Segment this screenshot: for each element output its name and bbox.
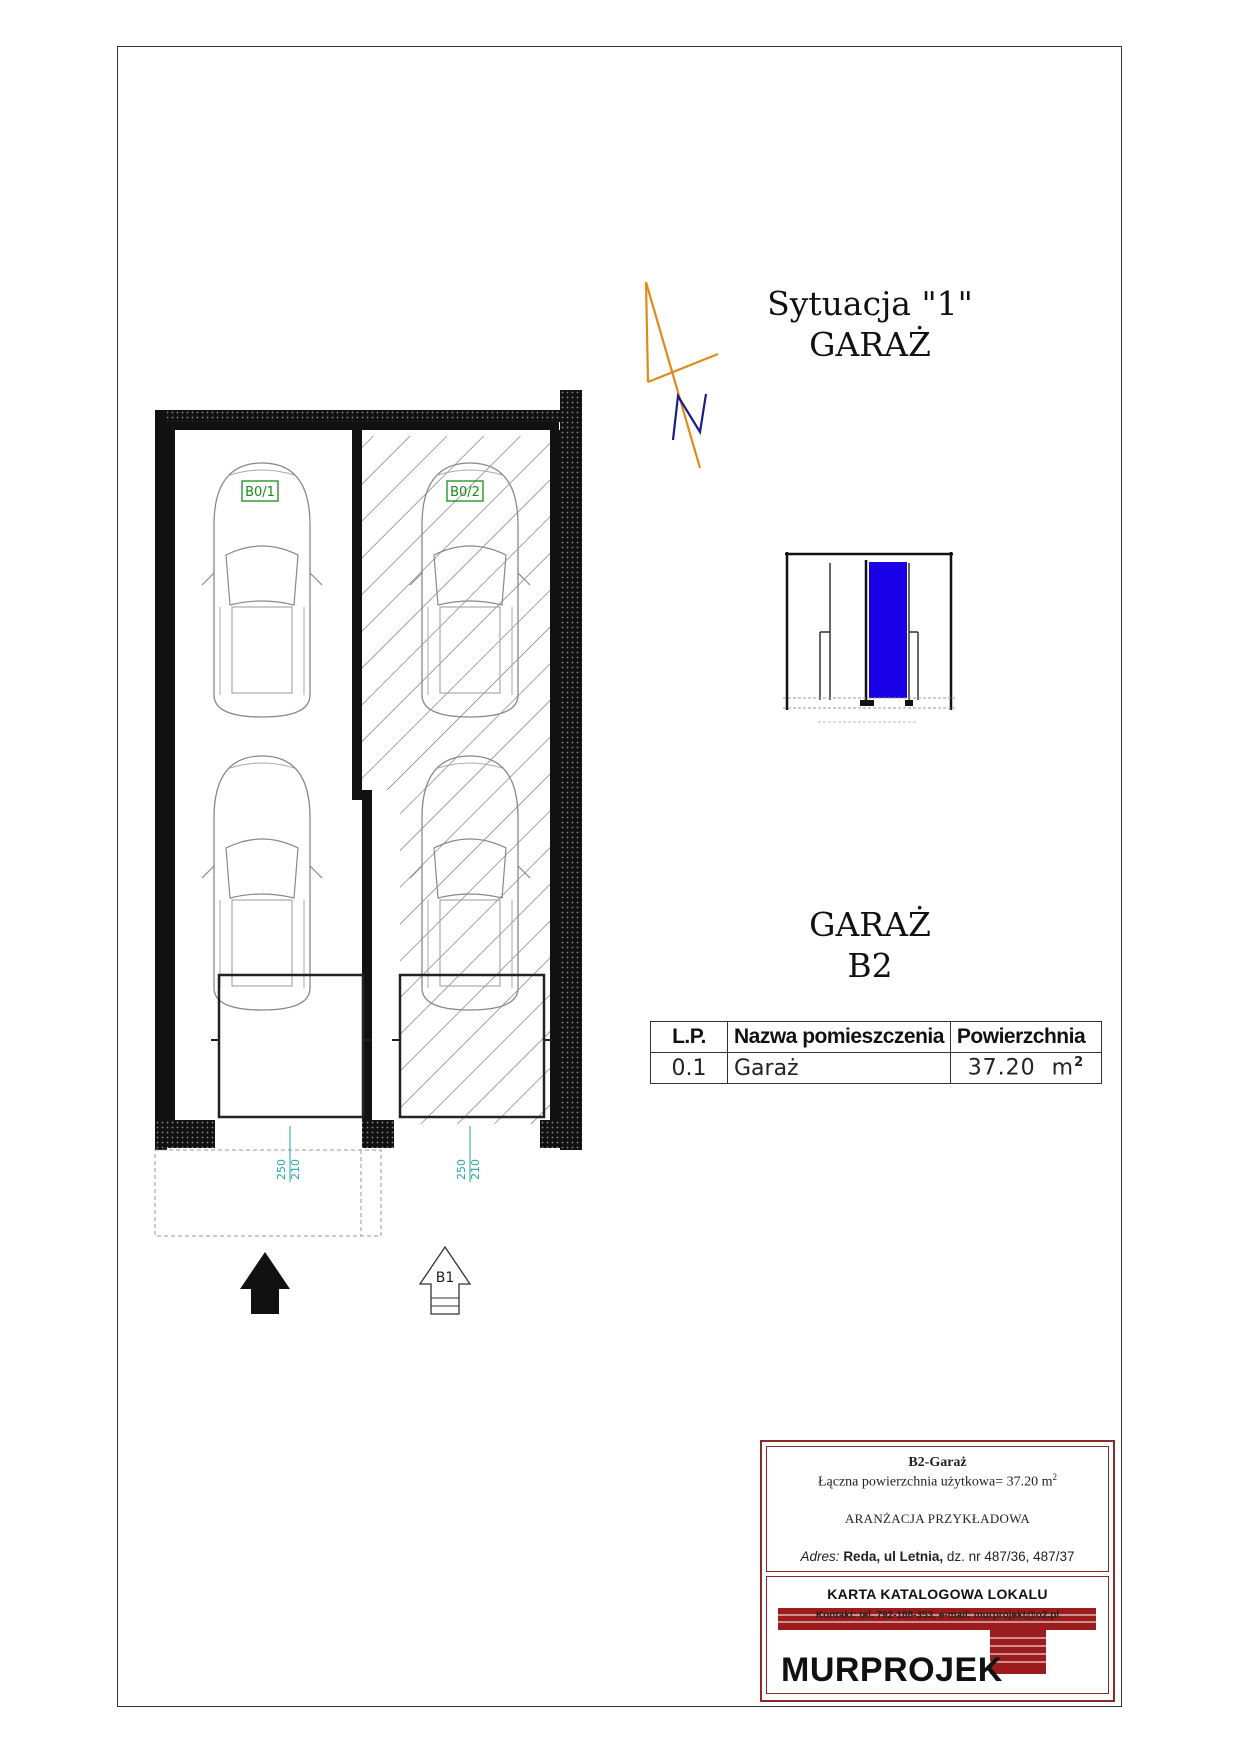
unit-number: B2	[847, 946, 893, 986]
title-block-card	[766, 1576, 1109, 1694]
tb-address-parcel: dz. nr 487/36, 487/37	[946, 1548, 1075, 1564]
dimension-right-bottom: 210	[469, 1159, 482, 1180]
row-area-unit: m	[1051, 1055, 1075, 1081]
situation-heading	[720, 283, 1020, 366]
situation-subtitle: GARAŻ	[809, 325, 931, 365]
door-frame-left	[219, 975, 363, 1117]
wall-stub-right	[540, 1120, 582, 1148]
wall-right-inner	[550, 430, 560, 1136]
wall-stub-left	[155, 1120, 215, 1148]
tb-title: B2-Garaż	[908, 1455, 967, 1470]
entry-arrow-icon	[240, 1252, 290, 1314]
wall-right	[560, 390, 582, 1150]
row-name: Garaż	[728, 1053, 951, 1084]
wall-stub-middle	[362, 1120, 394, 1148]
room-table	[650, 1021, 1102, 1084]
row-area-value: 37.20	[967, 1055, 1036, 1081]
title-block	[760, 1440, 1115, 1702]
title-block-info	[766, 1446, 1109, 1572]
dimension-left-top: 250	[275, 1159, 288, 1180]
tb-area-sup: 2	[1052, 1472, 1058, 1482]
hatched-garage-b2-area	[362, 436, 558, 1124]
wall-left	[155, 410, 167, 1150]
row-lp: 0.1	[651, 1053, 728, 1084]
tb-arrangement: ARANŻACJA PRZYKŁADOWA	[844, 1510, 1031, 1526]
row-area	[950, 1053, 1101, 1084]
tb-address-label: Adres:	[800, 1548, 840, 1564]
row-area-unit-sup: 2	[1074, 1055, 1085, 1071]
tb-address	[767, 1549, 1108, 1564]
header-lp: L.P.	[651, 1022, 728, 1053]
unit-type: GARAŻ	[809, 905, 931, 944]
north-arrow-icon	[646, 282, 718, 468]
header-name: Nazwa pomieszczenia	[728, 1022, 951, 1053]
wall-top	[155, 410, 575, 422]
spot-label-right: B0/2	[450, 485, 480, 500]
key-plan-thumbnail	[783, 552, 955, 722]
wall-top-inner	[175, 422, 559, 430]
stair-marker-label: B1	[435, 1270, 455, 1286]
table-row	[651, 1053, 1102, 1084]
dimension-left-bottom: 210	[289, 1159, 302, 1180]
brand-logo	[779, 1631, 1099, 1691]
tb-card-title: KARTA KATALOGOWA LOKALU	[827, 1586, 1048, 1602]
key-plan-highlight-b2	[869, 562, 907, 698]
situation-title: Sytuacja "1"	[767, 284, 973, 323]
tb-contact: Kontakt: tel. 792-188-353, e-mail: murprojekt@o2.pl	[815, 1610, 1060, 1621]
car-2	[202, 756, 322, 1010]
tb-area-label: Łączna powierzchnia użytkowa= 37.20 m	[817, 1474, 1053, 1490]
dimension-right-top: 250	[455, 1159, 468, 1180]
unit-heading	[720, 904, 1020, 987]
tb-area	[767, 1472, 1108, 1491]
spot-label-left: B0/1	[245, 485, 275, 500]
entry-apron-outline	[155, 1150, 381, 1236]
brand-name: MURPROJEK	[781, 1651, 1003, 1689]
tb-address-city: Reda, ul Letnia,	[843, 1548, 944, 1564]
header-area: Powierzchnia	[950, 1022, 1101, 1053]
wall-left-inner	[167, 422, 175, 1136]
room-table-header	[651, 1022, 1102, 1053]
